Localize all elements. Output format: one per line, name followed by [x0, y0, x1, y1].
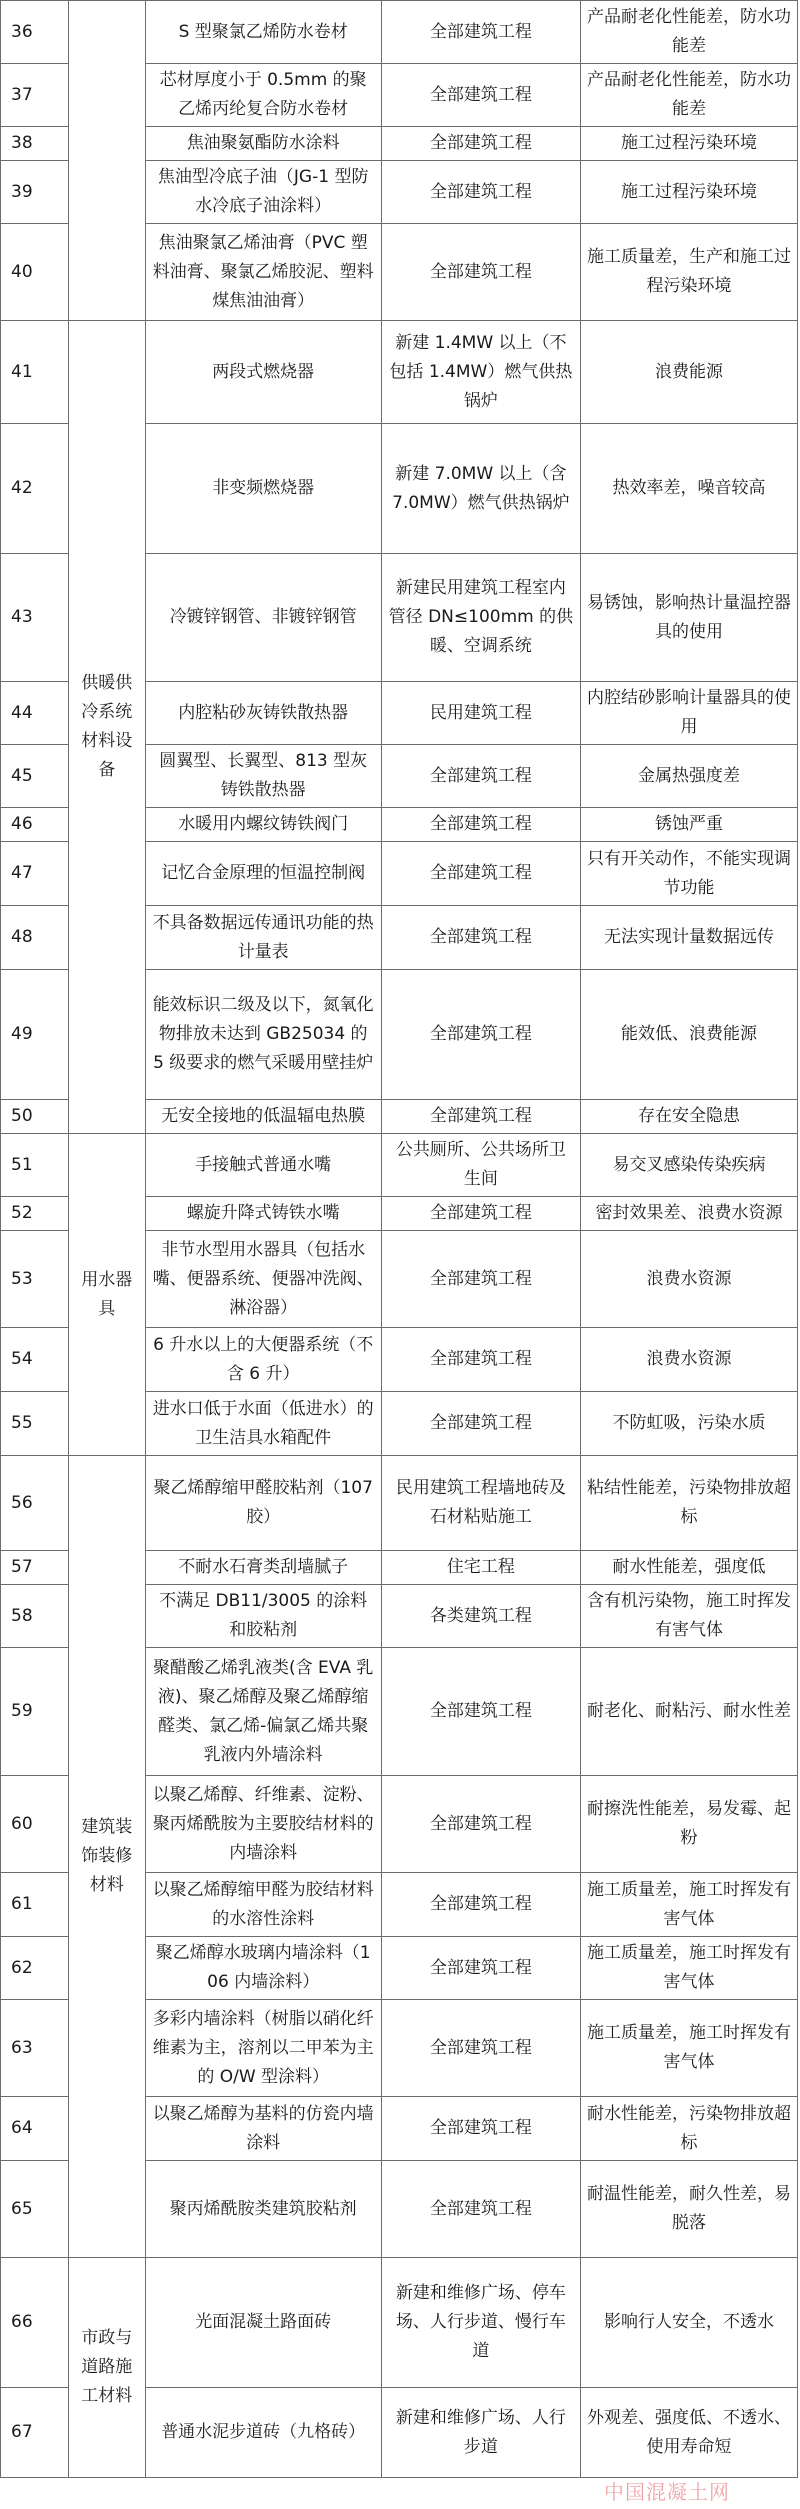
applicable-scope: 全部建筑工程: [381, 1100, 580, 1134]
applicable-scope: 全部建筑工程: [381, 1328, 580, 1392]
row-number: 65: [1, 2161, 69, 2258]
applicable-scope: 全部建筑工程: [381, 1937, 580, 2000]
table-row: [1, 1456, 798, 1551]
table-row: [1, 2258, 798, 2388]
product-name: 进水口低于水面（低进水）的卫生洁具水箱配件: [145, 1392, 381, 1456]
product-name: 内腔粘砂灰铸铁散热器: [145, 682, 381, 745]
ban-reason: 耐擦洗性能差，易发霉、起粉: [581, 1776, 798, 1873]
ban-reason: 能效低、浪费能源: [581, 970, 798, 1100]
product-name: 焦油聚氨酯防水涂料: [145, 127, 381, 161]
ban-reason: 锈蚀严重: [581, 808, 798, 842]
row-number: 55: [1, 1392, 69, 1456]
row-number: 46: [1, 808, 69, 842]
ban-reason: 施工质量差，施工时挥发有害气体: [581, 1873, 798, 1937]
category-decoration: 建筑装饰装修材料: [68, 1456, 145, 2258]
row-number: 41: [1, 321, 69, 424]
ban-reason: 施工过程污染环境: [581, 127, 798, 161]
row-number: 62: [1, 1937, 69, 2000]
product-name: 冷镀锌钢管、非镀锌钢管: [145, 554, 381, 682]
ban-reason: 施工质量差，施工时挥发有害气体: [581, 2000, 798, 2097]
applicable-scope: 全部建筑工程: [381, 842, 580, 906]
row-number: 59: [1, 1648, 69, 1776]
category-water: 用水器具: [68, 1134, 145, 1456]
applicable-scope: 全部建筑工程: [381, 1, 580, 64]
applicable-scope: 新建 7.0MW 以上（含 7.0MW）燃气供热锅炉: [381, 424, 580, 554]
ban-reason: 内腔结砂影响计量器具的使用: [581, 682, 798, 745]
product-name: 不满足 DB11/3005 的涂料和胶粘剂: [145, 1585, 381, 1648]
applicable-scope: 全部建筑工程: [381, 224, 580, 321]
row-number: 43: [1, 554, 69, 682]
product-name: 多彩内墙涂料（树脂以硝化纤维素为主，溶剂以二甲苯为主的 O/W 型涂料）: [145, 2000, 381, 2097]
product-name: 聚乙烯醇水玻璃内墙涂料（106 内墙涂料）: [145, 1937, 381, 2000]
row-number: 45: [1, 745, 69, 808]
applicable-scope: 全部建筑工程: [381, 808, 580, 842]
product-name: 能效标识二级及以下，氮氧化物排放未达到 GB25034 的 5 级要求的燃气采暖用壁挂炉: [145, 970, 381, 1100]
ban-reason: 施工过程污染环境: [581, 161, 798, 224]
applicable-scope: 全部建筑工程: [381, 1648, 580, 1776]
applicable-scope: 新建 1.4MW 以上（不包括 1.4MW）燃气供热锅炉: [381, 321, 580, 424]
applicable-scope: 全部建筑工程: [381, 745, 580, 808]
product-name: 普通水泥步道砖（九格砖）: [145, 2388, 381, 2478]
applicable-scope: 全部建筑工程: [381, 1776, 580, 1873]
ban-reason: 产品耐老化性能差，防水功能差: [581, 64, 798, 127]
applicable-scope: 全部建筑工程: [381, 906, 580, 970]
applicable-scope: 新建和维修广场、停车场、人行步道、慢行车道: [381, 2258, 580, 2388]
row-number: 47: [1, 842, 69, 906]
applicable-scope: 全部建筑工程: [381, 1231, 580, 1328]
row-number: 38: [1, 127, 69, 161]
ban-reason: 施工质量差，施工时挥发有害气体: [581, 1937, 798, 2000]
table-row: [1, 1134, 798, 1197]
table-row: [1, 321, 798, 424]
ban-reason: 影响行人安全，不透水: [581, 2258, 798, 2388]
applicable-scope: 全部建筑工程: [381, 64, 580, 127]
row-number: 53: [1, 1231, 69, 1328]
product-name: 焦油聚氯乙烯油膏（PVC 塑料油膏、聚氯乙烯胶泥、塑料煤焦油油膏）: [145, 224, 381, 321]
ban-reason: 施工质量差，生产和施工过程污染环境: [581, 224, 798, 321]
row-number: 49: [1, 970, 69, 1100]
row-number: 48: [1, 906, 69, 970]
product-name: 聚醋酸乙烯乳液类(含 EVA 乳液)、聚乙烯醇及聚乙烯醇缩醛类、氯乙烯-偏氯乙烯共聚乳液内外墙涂料: [145, 1648, 381, 1776]
category-road: 市政与道路施工材料: [68, 2258, 145, 2478]
applicable-scope: 新建和维修广场、人行步道: [381, 2388, 580, 2478]
applicable-scope: 全部建筑工程: [381, 2161, 580, 2258]
ban-reason: 不防虹吸，污染水质: [581, 1392, 798, 1456]
row-number: 66: [1, 2258, 69, 2388]
row-number: 58: [1, 1585, 69, 1648]
applicable-scope: 全部建筑工程: [381, 161, 580, 224]
row-number: 36: [1, 1, 69, 64]
product-name: 光面混凝土路面砖: [145, 2258, 381, 2388]
product-name: 聚乙烯醇缩甲醛胶粘剂（107 胶）: [145, 1456, 381, 1551]
row-number: 37: [1, 64, 69, 127]
ban-reason: 含有机污染物，施工时挥发有害气体: [581, 1585, 798, 1648]
category-cell-empty: [68, 1, 145, 321]
product-name: 不具备数据远传通讯功能的热计量表: [145, 906, 381, 970]
product-name: 以聚乙烯醇、纤维素、淀粉、聚丙烯酰胺为主要胶结材料的内墙涂料: [145, 1776, 381, 1873]
ban-reason: 浪费水资源: [581, 1328, 798, 1392]
product-name: 非节水型用水器具（包括水嘴、便器系统、便器冲洗阀、淋浴器）: [145, 1231, 381, 1328]
applicable-scope: 全部建筑工程: [381, 970, 580, 1100]
applicable-scope: 民用建筑工程墙地砖及石材粘贴施工: [381, 1456, 580, 1551]
product-name: 焦油型冷底子油（JG-1 型防水冷底子油涂料）: [145, 161, 381, 224]
category-heating: 供暖供冷系统材料设备: [68, 321, 145, 1134]
product-name: 芯材厚度小于 0.5mm 的聚乙烯丙纶复合防水卷材: [145, 64, 381, 127]
product-name: 以聚乙烯醇缩甲醛为胶结材料的水溶性涂料: [145, 1873, 381, 1937]
product-name: 6 升水以上的大便器系统（不含 6 升）: [145, 1328, 381, 1392]
ban-reason: 耐水性能差，强度低: [581, 1551, 798, 1585]
ban-reason: 密封效果差、浪费水资源: [581, 1197, 798, 1231]
applicable-scope: 公共厕所、公共场所卫生间: [381, 1134, 580, 1197]
site-watermark: 中国混凝土网: [604, 2480, 730, 2504]
row-number: 42: [1, 424, 69, 554]
ban-reason: 浪费能源: [581, 321, 798, 424]
applicable-scope: 全部建筑工程: [381, 1392, 580, 1456]
ban-reason: 易交叉感染传染疾病: [581, 1134, 798, 1197]
ban-reason: 粘结性能差，污染物排放超标: [581, 1456, 798, 1551]
row-number: 61: [1, 1873, 69, 1937]
row-number: 44: [1, 682, 69, 745]
applicable-scope: 民用建筑工程: [381, 682, 580, 745]
ban-reason: 金属热强度差: [581, 745, 798, 808]
ban-reason: 耐老化、耐粘污、耐水性差: [581, 1648, 798, 1776]
row-number: 40: [1, 224, 69, 321]
table-row: [1, 1, 798, 64]
row-number: 67: [1, 2388, 69, 2478]
product-name: 记忆合金原理的恒温控制阀: [145, 842, 381, 906]
row-number: 50: [1, 1100, 69, 1134]
applicable-scope: 全部建筑工程: [381, 1197, 580, 1231]
product-name: 圆翼型、长翼型、813 型灰铸铁散热器: [145, 745, 381, 808]
product-name: 螺旋升降式铸铁水嘴: [145, 1197, 381, 1231]
product-name: 不耐水石膏类刮墙腻子: [145, 1551, 381, 1585]
ban-reason: 浪费水资源: [581, 1231, 798, 1328]
ban-reason: 耐水性能差，污染物排放超标: [581, 2097, 798, 2161]
ban-reason: 热效率差，噪音较高: [581, 424, 798, 554]
ban-reason: 无法实现计量数据远传: [581, 906, 798, 970]
row-number: 56: [1, 1456, 69, 1551]
applicable-scope: 全部建筑工程: [381, 2097, 580, 2161]
applicable-scope: 新建民用建筑工程室内管径 DN≤100mm 的供暖、空调系统: [381, 554, 580, 682]
row-number: 57: [1, 1551, 69, 1585]
row-number: 39: [1, 161, 69, 224]
row-number: 52: [1, 1197, 69, 1231]
applicable-scope: 全部建筑工程: [381, 2000, 580, 2097]
ban-reason: 产品耐老化性能差，防水功能差: [581, 1, 798, 64]
applicable-scope: 全部建筑工程: [381, 1873, 580, 1937]
row-number: 60: [1, 1776, 69, 1873]
row-number: 64: [1, 2097, 69, 2161]
product-name: S 型聚氯乙烯防水卷材: [145, 1, 381, 64]
product-name: 两段式燃烧器: [145, 321, 381, 424]
ban-reason: 存在安全隐患: [581, 1100, 798, 1134]
row-number: 54: [1, 1328, 69, 1392]
ban-reason: 耐温性能差，耐久性差，易脱落: [581, 2161, 798, 2258]
ban-reason: 只有开关动作，不能实现调节功能: [581, 842, 798, 906]
product-name: 非变频燃烧器: [145, 424, 381, 554]
applicable-scope: 全部建筑工程: [381, 127, 580, 161]
product-name: 无安全接地的低温辐电热膜: [145, 1100, 381, 1134]
applicable-scope: 住宅工程: [381, 1551, 580, 1585]
product-name: 手接触式普通水嘴: [145, 1134, 381, 1197]
ban-reason: 外观差、强度低、不透水、使用寿命短: [581, 2388, 798, 2478]
product-name: 聚丙烯酰胺类建筑胶粘剂: [145, 2161, 381, 2258]
ban-reason: 易锈蚀，影响热计量温控器具的使用: [581, 554, 798, 682]
product-name: 水暖用内螺纹铸铁阀门: [145, 808, 381, 842]
product-name: 以聚乙烯醇为基料的仿瓷内墙涂料: [145, 2097, 381, 2161]
row-number: 51: [1, 1134, 69, 1197]
row-number: 63: [1, 2000, 69, 2097]
applicable-scope: 各类建筑工程: [381, 1585, 580, 1648]
